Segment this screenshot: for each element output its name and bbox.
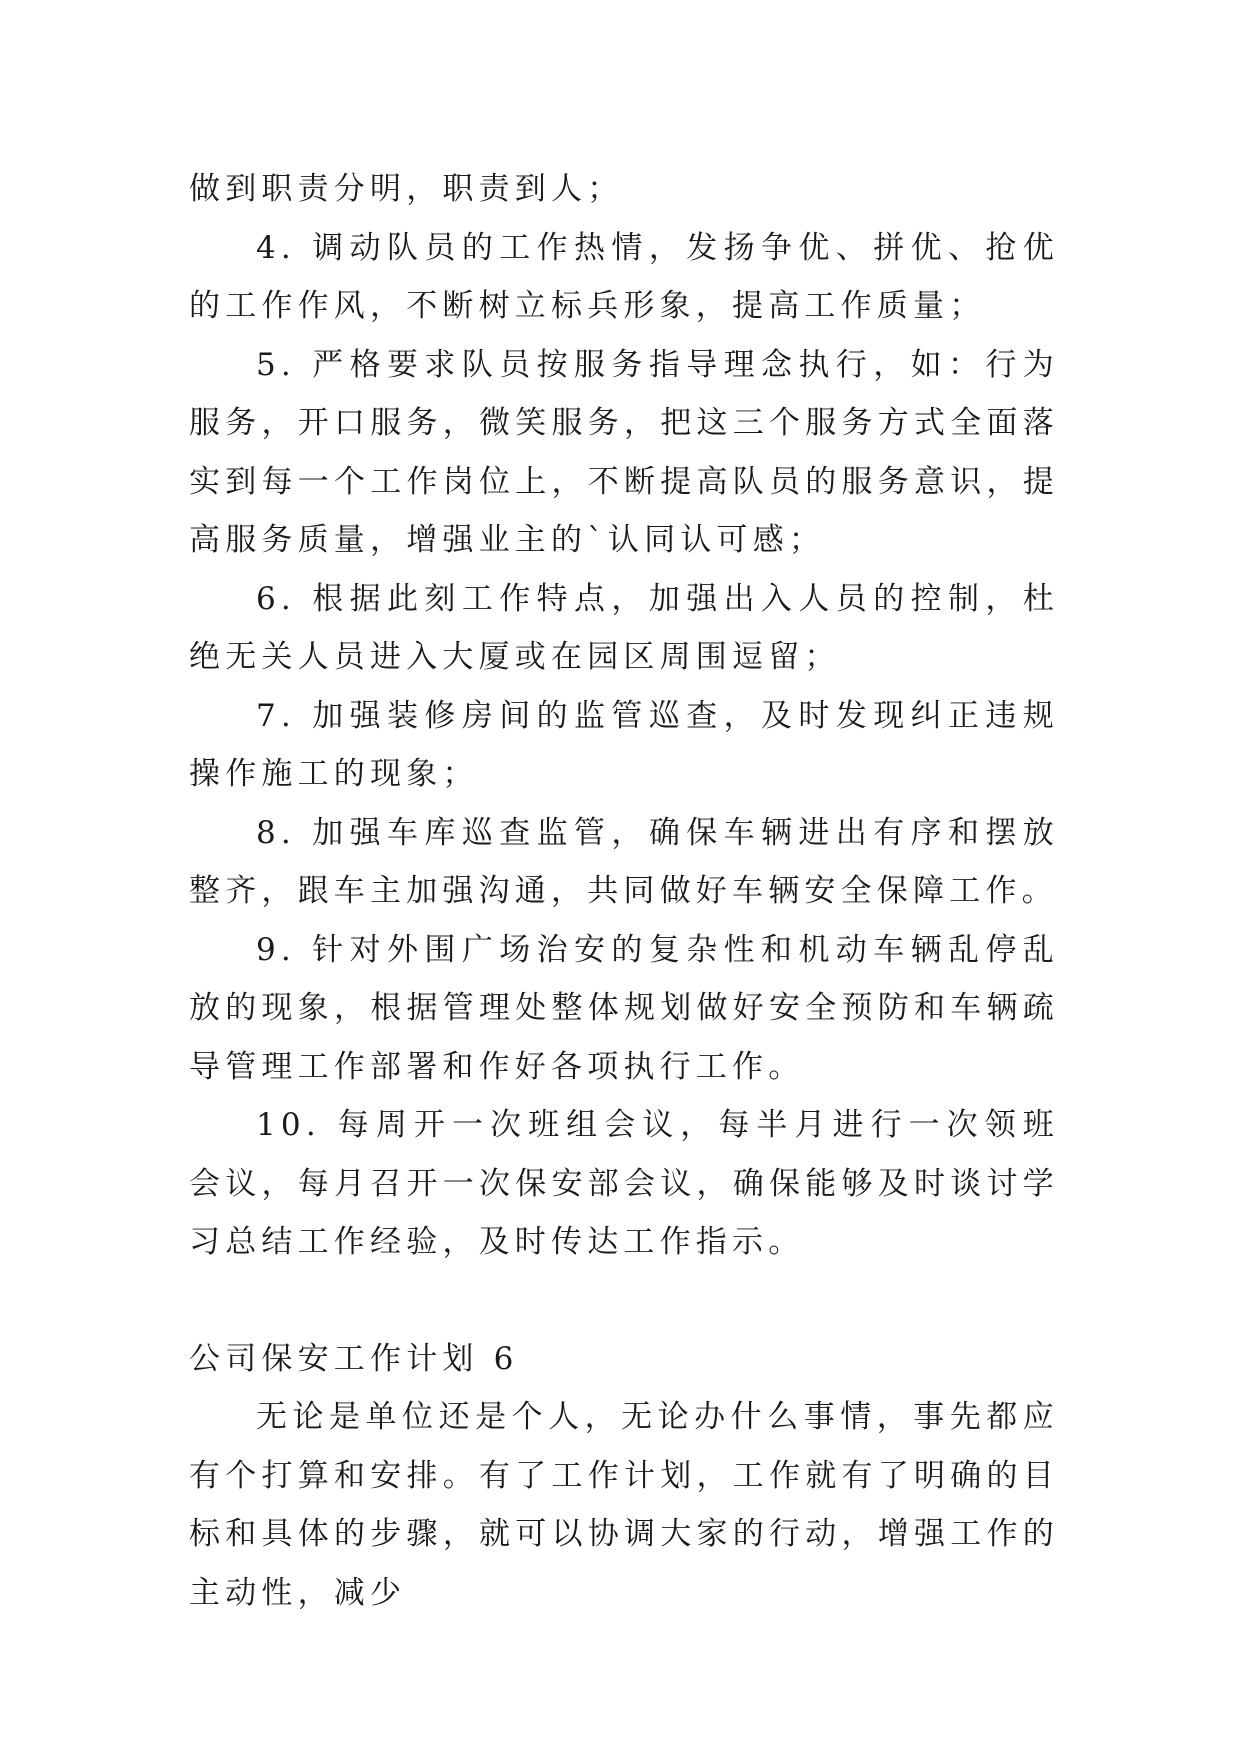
list-item-6: 6. 根据此刻工作特点，加强出入人员的控制，杜绝无关人员进入大厦或在园区周围逗留； [189,580,1059,675]
section-heading: 公司保安工作计划 6 [189,1340,519,1377]
list-item-8: 8. 加强车库巡查监管，确保车辆进出有序和摆放整齐，跟车主加强沟通，共同做好车辆安全保障工作。 [189,814,1059,909]
list-item-7: 7. 加强装修房间的监管巡查，及时发现纠正违规操作施工的现象； [189,697,1059,792]
list-item-9: 9. 针对外围广场治安的复杂性和机动车辆乱停乱放的现象，根据管理处整体规划做好安全预防和车辆疏导管理工作部署和作好各项执行工作。 [189,931,1059,1085]
list-item-5: 5. 严格要求队员按服务指导理念执行，如：行为服务，开口服务，微笑服务，把这三个服务方式全面落实到每一个工作岗位上，不断提高队员的服务意识，提高服务质量，增强业主的`认同认可感； [189,346,1059,558]
document-body [189,160,1059,1622]
list-item-10: 10. 每周开一次班组会议，每半月进行一次领班会议，每月召开一次保安部会议，确保能够及时谈讨学习总结工作经验，及时传达工作指示。 [189,1107,1059,1260]
section-paragraph: 无论是单位还是个人，无论办什么事情，事先都应有个打算和安排。有了工作计划，工作就有了明确的目标和具体的步骤，就可以协调大家的行动，增强工作的主动性，减少 [189,1399,1059,1611]
list-item-4: 4. 调动队员的工作热情，发扬争优、拼优、抢优的工作作风，不断树立标兵形象，提高工作质量； [189,229,1059,324]
paragraph-continuation: 做到职责分明，职责到人； [189,171,624,207]
